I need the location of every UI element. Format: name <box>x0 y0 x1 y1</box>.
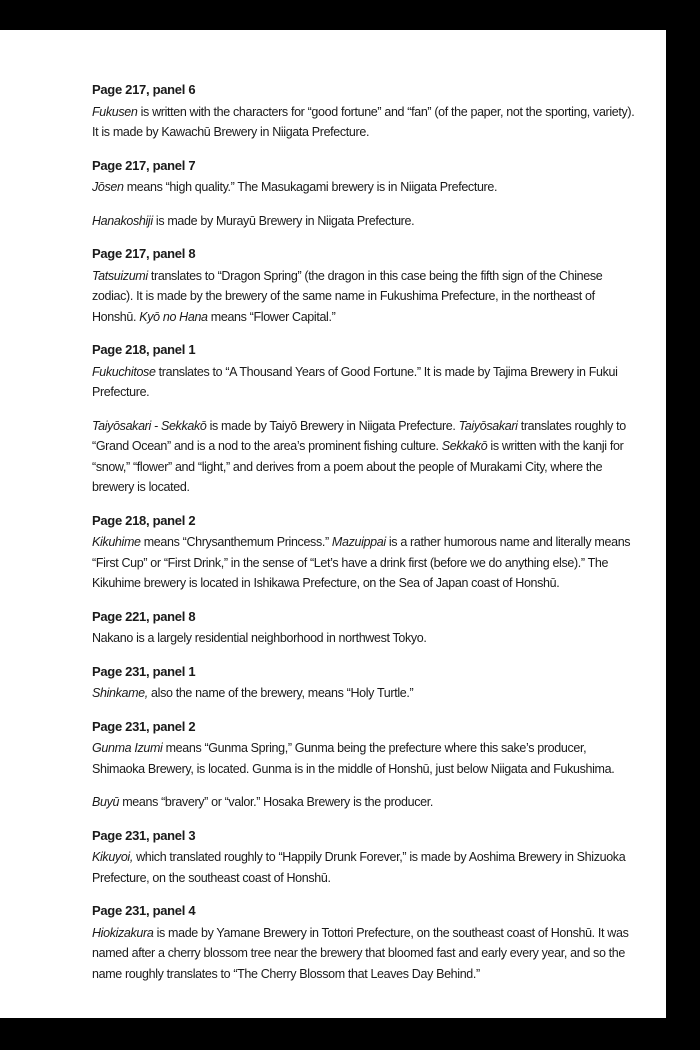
text-run: is written with the characters for “good fortune” and “fan” (of the paper, not the sporting, variety). It is made by Kawachū Brewery in Niigata Prefecture. <box>92 104 635 139</box>
note-block <box>92 901 640 984</box>
text-run: means “high quality.” The Masukagami brewery is in Niigata Prefecture. <box>123 180 498 194</box>
note-paragraph <box>92 177 640 198</box>
italic-term: Taiyōsakari <box>458 418 518 433</box>
note-paragraph <box>92 532 640 594</box>
italic-term: Taiyōsakari - Sekkakō <box>92 418 207 433</box>
italic-term: Fukuchitose <box>92 364 156 379</box>
note-paragraph <box>92 683 640 704</box>
note-block <box>92 607 640 649</box>
note-paragraph <box>92 923 640 985</box>
italic-term: Mazuippai <box>331 535 386 549</box>
note-paragraph <box>92 266 640 328</box>
note-paragraph <box>92 628 640 649</box>
note-block <box>92 80 640 143</box>
italic-term: Tatsuizumi <box>92 268 148 283</box>
text-run: is made by Murayū Brewery in Niigata Prefecture. <box>152 213 415 228</box>
note-block <box>92 340 640 498</box>
note-heading: Page 221, panel 8 <box>92 608 196 624</box>
note-heading: Page 218, panel 2 <box>92 512 196 528</box>
italic-term: Shinkame, <box>92 686 148 700</box>
text-run: translates roughly to “Grand Ocean” and is a nod to the area’s prominent fishing culture. <box>92 418 626 453</box>
text-run: is made by Taiyō Brewery in Niigata Prefecture. <box>206 418 459 433</box>
note-paragraph <box>92 738 640 779</box>
italic-term: Gunma Izumi <box>92 741 163 755</box>
note-heading: Page 231, panel 1 <box>92 663 196 679</box>
document-page <box>0 30 666 1018</box>
note-paragraph <box>92 102 640 143</box>
text-run: is written with the kanji for “snow,” “flower” and “light,” and derives from a poem about the people of Murakami City, where the brewery is located. <box>92 439 624 494</box>
italic-term: Hiokizakura <box>92 925 154 940</box>
note-heading: Page 218, panel 1 <box>92 342 196 357</box>
text-run: is made by Yamane Brewery in Tottori Prefecture, on the southeast coast of Honshū. It was named after a cherry blossom tree near the brewery that bloomed fast and early every year, and so the name roughly translates to “The Cherry Blossom that Leaves Day Behind.” <box>92 925 629 981</box>
text-run: means “Chrysanthemum Princess.” <box>140 535 332 549</box>
italic-term: Kikuyoi, <box>92 850 133 864</box>
note-block <box>92 826 640 889</box>
note-heading: Page 231, panel 4 <box>92 903 196 918</box>
italic-term: Jōsen <box>92 180 124 194</box>
italic-term: Hanakoshiji <box>92 213 153 228</box>
text-run: Nakano is a largely residential neighborhood in northwest Tokyo. <box>92 631 427 645</box>
note-heading: Page 217, panel 7 <box>92 157 196 173</box>
note-paragraph <box>92 416 640 498</box>
note-block <box>92 717 640 813</box>
text-run: also the name of the brewery, means “Holy Turtle.” <box>147 686 414 700</box>
note-paragraph <box>92 847 640 888</box>
text-run: translates to “Dragon Spring” (the dragon in this case being the fifth sign of the Chinese zodiac). It is made by the brewery of the same name in Fukushima Prefecture, in the northeast of Honshū. <box>92 268 603 324</box>
note-paragraph <box>92 792 640 813</box>
text-run: means “Gunma Spring,” Gunma being the prefecture where this sake’s producer, Shimaoka Brewery, is located. Gunma is in the middle of Honshū, just below Niigata and Fukushima. <box>92 741 615 776</box>
text-run: means “bravery” or “valor.” Hosaka Brewery is the producer. <box>119 795 433 809</box>
note-paragraph <box>92 211 640 232</box>
italic-term: Sekkakō <box>441 439 488 453</box>
text-run: means “Flower Capital.” <box>207 309 336 324</box>
italic-term: Buyū <box>92 795 120 809</box>
note-block <box>92 662 640 704</box>
note-block <box>92 244 640 327</box>
italic-term: Kyō no Hana <box>139 309 208 324</box>
text-run: which translated roughly to “Happily Drunk Forever,” is made by Aoshima Brewery in Shizuoka Prefecture, on the southeast coast of Honshū. <box>92 850 626 885</box>
italic-term: Kikuhime <box>92 535 141 549</box>
note-block <box>92 511 640 594</box>
note-block <box>92 156 640 232</box>
italic-term: Fukusen <box>92 104 138 119</box>
note-heading: Page 231, panel 3 <box>92 827 196 843</box>
note-paragraph <box>92 362 640 403</box>
note-heading: Page 217, panel 8 <box>92 246 196 261</box>
text-run: is a rather humorous name and literally means “First Cup” or “First Drink,” in the sense of “Let’s have a drink first (before we do anything else).” The Kikuhime brewery is located in Ishikawa Prefecture, on the Sea of Japan coast of Honshū. <box>92 535 631 590</box>
note-heading: Page 217, panel 6 <box>92 82 196 97</box>
text-run: translates to “A Thousand Years of Good Fortune.” It is made by Tajima Brewery in Fukui Prefecture. <box>92 364 618 399</box>
translation-notes <box>92 80 640 997</box>
note-heading: Page 231, panel 2 <box>92 718 196 734</box>
